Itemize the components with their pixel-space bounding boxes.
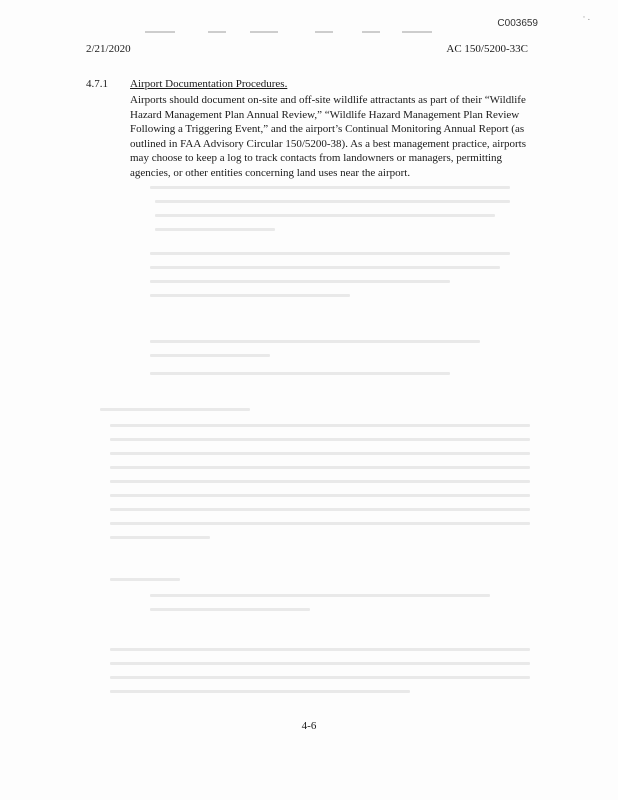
bleed-through-line [110,438,530,441]
corner-marks: · . [582,12,590,22]
control-number-stamp: C003659 [497,18,538,29]
bleed-through-line [110,452,530,455]
bleed-through-line [150,252,510,255]
bleed-through-line [150,294,350,297]
bleed-through-line [150,354,270,357]
bleed-through-line [110,662,530,665]
bleed-through-line [150,186,510,189]
scan-artifact [208,31,226,33]
bleed-through-line [150,608,310,611]
bleed-through-line [150,340,480,343]
section-title: Airport Documentation Procedures. [130,78,288,90]
bleed-through-line [150,280,450,283]
bleed-through-line [155,200,510,203]
bleed-through-line [155,228,275,231]
section-number: 4.7.1 [86,78,108,90]
bleed-through-line [100,408,250,411]
scan-artifact [250,31,278,33]
bleed-through-line [110,480,530,483]
bleed-through-line [110,578,180,581]
scan-artifact [402,31,432,33]
bleed-through-line [110,648,530,651]
scan-artifact [315,31,333,33]
scan-artifact [362,31,380,33]
scan-artifact [145,31,175,33]
bleed-through-line [110,424,530,427]
bleed-through-line [110,690,410,693]
bleed-through-line [150,372,450,375]
bleed-through-line [150,266,500,269]
bleed-through-line [110,536,210,539]
bleed-through-line [110,466,530,469]
bleed-through-line [150,594,490,597]
bleed-through-line [110,494,530,497]
header-date: 2/21/2020 [86,43,131,55]
bleed-through-line [110,508,530,511]
page-number: 4-6 [301,720,317,732]
header-ac-number: AC 150/5200-33C [446,43,528,55]
bleed-through-line [155,214,495,217]
bleed-through-line [110,522,530,525]
section-paragraph: Airports should document on-site and off-site wildlife attractants as part of their “Wildlife Hazard Management Plan Annual Review,” “Wildlife Hazard Management Plan Review Following a Triggering Event,” and the airport’s Continual Monitoring Annual Report (as outlined in FAA Advisory Circular 150/5200-38). As a best management practice, airports may choose to keep a log to track contacts from landowners or managers, permitting agencies, or other entities concerning land uses near the airport. [130,94,527,179]
bleed-through-line [110,676,530,679]
